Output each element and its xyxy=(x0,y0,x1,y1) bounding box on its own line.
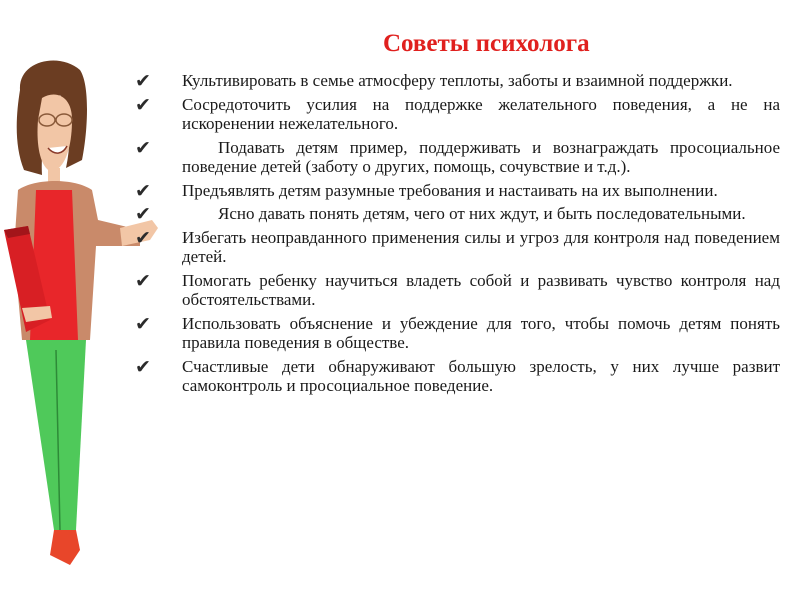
list-item xyxy=(135,71,780,91)
tips-list xyxy=(135,71,780,400)
shoe-shape xyxy=(50,530,80,565)
tip-text: Помогать ребенку научиться владеть собой и развивать чувство контроля над обстоятельствами. xyxy=(182,270,780,309)
list-item xyxy=(135,314,780,353)
slide-title: Советы психолога xyxy=(383,30,590,57)
checkmark-icon: ✔ xyxy=(135,93,151,116)
checkmark-icon: ✔ xyxy=(135,203,151,225)
list-item xyxy=(135,204,780,224)
list-item xyxy=(135,95,780,134)
tip-text: Предъявлять детям разумные требования и настаивать на их выполнении. xyxy=(182,180,718,200)
checkmark-icon: ✔ xyxy=(135,312,151,335)
face-shape xyxy=(38,94,72,172)
checkmark-icon: ✔ xyxy=(135,355,151,378)
list-item xyxy=(135,271,780,310)
list-item xyxy=(135,138,780,177)
list-item xyxy=(135,181,780,201)
tip-text: Ясно давать понять детям, чего от них ждут, и быть последовательными. xyxy=(218,204,746,223)
tip-text: Использовать объяснение и убеждение для того, чтобы помочь детям понять правила поведения в обществе. xyxy=(182,313,780,352)
tip-text: Подавать детям пример, поддерживать и вознаграждать просоциальное поведение детей (заботу о других, помощь, сочувствие и т.д.). xyxy=(182,137,780,176)
checkmark-icon: ✔ xyxy=(135,179,151,202)
checkmark-icon: ✔ xyxy=(135,70,151,92)
list-item xyxy=(135,228,780,267)
checkmark-icon: ✔ xyxy=(135,136,151,159)
checkmark-icon: ✔ xyxy=(135,269,151,292)
list-item xyxy=(135,357,780,396)
tip-text: Счастливые дети обнаруживают большую зрелость, у них лучше развит самоконтроль и просоциальное поведение. xyxy=(182,356,780,395)
tip-text: Избегать неоправданного применения силы и угроз для контроля над поведением детей. xyxy=(182,227,780,266)
tip-text: Сосредоточить усилия на поддержке желательного поведения, а не на искоренении нежелательного. xyxy=(182,94,780,133)
checkmark-icon: ✔ xyxy=(135,226,151,249)
tip-text: Культивировать в семье атмосферу теплоты, заботы и взаимной поддержки. xyxy=(182,71,733,90)
